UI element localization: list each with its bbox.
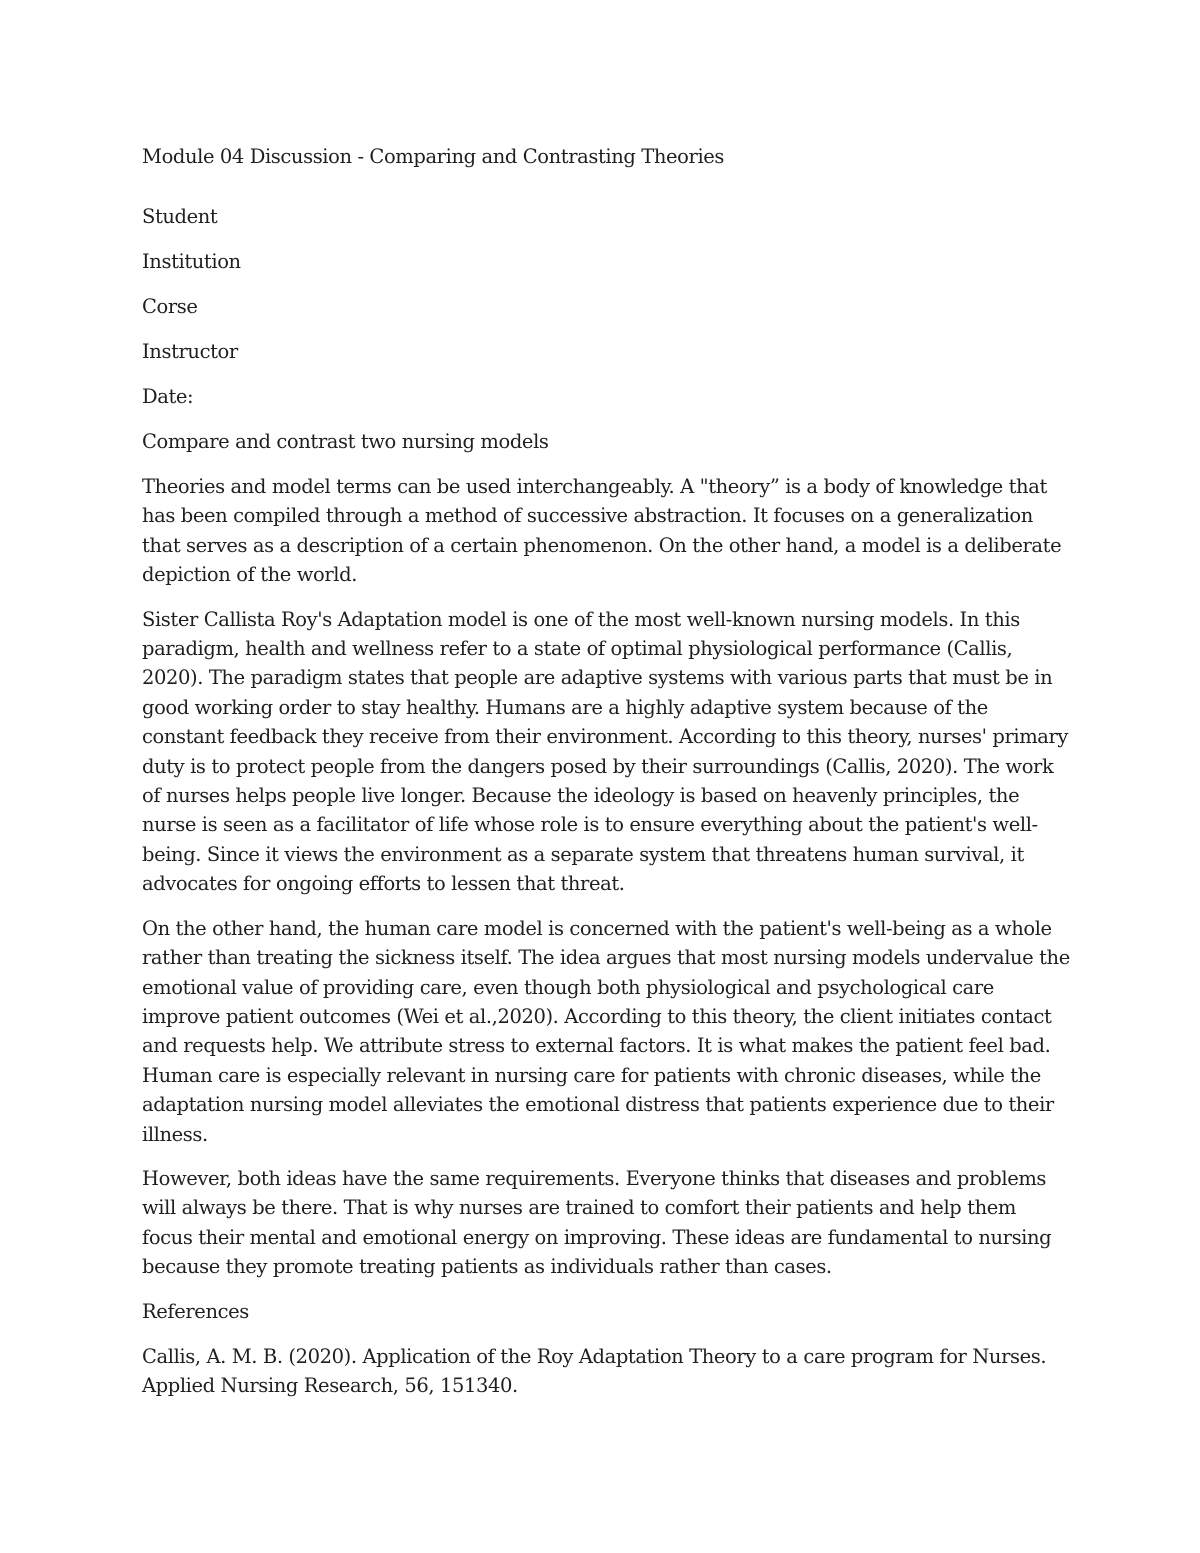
meta-course: Corse <box>142 295 198 318</box>
paragraph-human-care: On the other hand, the human care model is concerned with the patient's well-being as a whole rather than treating the sickness itself. The idea argues that most nursing models undervalue the emotional value of providing care, even though both physiological and psychological care improve patient outcomes (Wei et al.,2020). According to this theory, the client initiates contact and requests help. We attribute stress to external factors. It is what makes the patient feel bad. Human care is especially relevant in nursing care for patients with chronic diseases, while the adaptation nursing model alleviates the emotional distress that patients experience due to their illness. <box>142 916 1070 1146</box>
meta-instructor: Instructor <box>142 340 238 363</box>
meta-institution: Institution <box>142 250 241 273</box>
document-body <box>142 142 1072 1400</box>
reference-entry: Callis, A. M. B. (2020). Application of the Roy Adaptation Theory to a care program for Nurses. Applied Nursing Research, 56, 151340. <box>142 1344 1047 1397</box>
meta-date: Date: <box>142 385 194 408</box>
section-heading: Compare and contrast two nursing models <box>142 430 549 453</box>
meta-student: Student <box>142 205 218 228</box>
paragraph-conclusion: However, both ideas have the same requirements. Everyone thinks that diseases and problems will always be there. That is why nurses are trained to comfort their patients and help them focus their mental and emotional energy on improving. These ideas are fundamental to nursing because they promote treating patients as individuals rather than cases. <box>142 1166 1052 1279</box>
paragraph-definitions: Theories and model terms can be used interchangeably. A "theory” is a body of knowledge that has been compiled through a method of successive abstraction. It focuses on a generalization that serves as a description of a certain phenomenon. On the other hand, a model is a deliberate depiction of the world. <box>142 475 1062 587</box>
paragraph-roy-adaptation: Sister Callista Roy's Adaptation model is one of the most well-known nursing models. In this paradigm, health and wellness refer to a state of optimal physiological performance (Callis, 2020). The paradigm states that people are adaptive systems with various parts that must be in good working order to stay healthy. Humans are a highly adaptive system because of the constant feedback they receive from their environment. According to this theory, nurses' primary duty is to protect people from the dangers posed by their surroundings (Callis, 2020). The work of nurses helps people live longer. Because the ideology is based on heavenly principles, the nurse is seen as a facilitator of life whose role is to ensure everything about the patient's well-being. Since it views the environment as a separate system that threatens human survival, it advocates for ongoing efforts to lessen that threat. <box>142 607 1069 896</box>
document-title: Module 04 Discussion - Comparing and Contrasting Theories <box>142 145 725 168</box>
references-heading: References <box>142 1299 249 1323</box>
